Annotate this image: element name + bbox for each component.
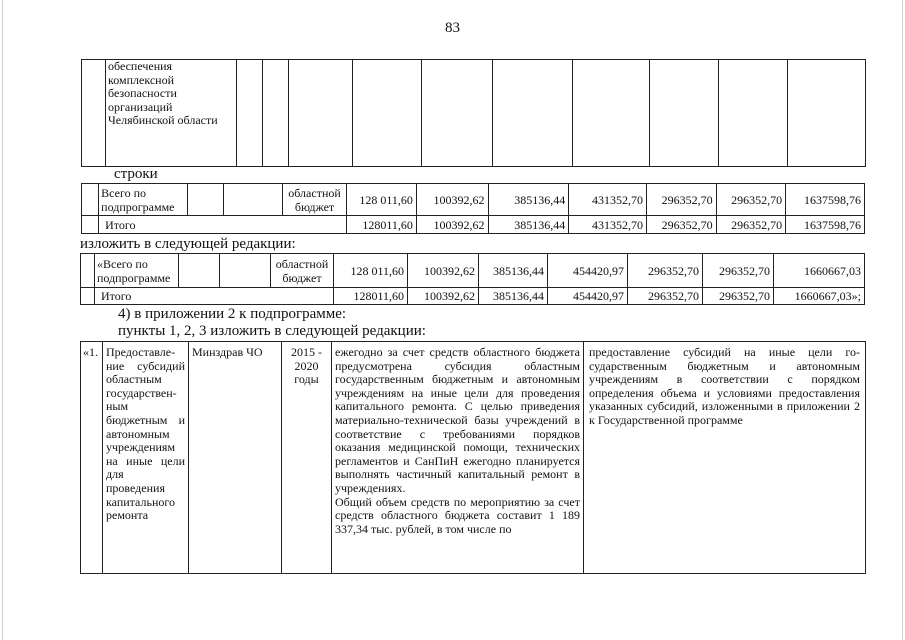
table-cell [82, 184, 99, 216]
table-cell [719, 60, 788, 167]
description-cell [332, 342, 584, 574]
value-cell: 1660667,03»; [774, 288, 865, 305]
value-cell: 1660667,03 [774, 254, 865, 288]
value-cell: 1637598,76 [786, 216, 865, 234]
measure-name: Предоставле- ние субсидий областным государствен- ным бюджетным и автономным учреждениям на иные цели для проведения капитального ремонта [103, 342, 189, 574]
value-cell: 296352,70 [716, 216, 786, 234]
source-cell: областной бюджет [271, 254, 334, 288]
value-cell: 100392,62 [408, 254, 479, 288]
table-cell-label: обеспечения комплексной безопасности организаций Челябинской области [106, 60, 237, 167]
table-cell [422, 60, 493, 167]
value-cell: 385136,44 [479, 254, 548, 288]
table-cell [224, 184, 283, 216]
scan-edge-right [902, 0, 903, 640]
value-cell: 1637598,76 [786, 184, 865, 216]
value-cell: 454420,97 [548, 254, 628, 288]
value-cell: 296352,70 [628, 254, 703, 288]
table-cell [82, 216, 99, 234]
value-cell: 454420,97 [548, 288, 628, 305]
row-label: Итого [99, 216, 347, 234]
value-cell: 296352,70 [646, 184, 716, 216]
table-cell [179, 254, 220, 288]
page-number: 83 [445, 20, 460, 36]
value-cell: 128011,60 [334, 288, 408, 305]
value-cell: 128 011,60 [347, 184, 417, 216]
table-cell [263, 60, 289, 167]
row-label: «Всего по подпрограмме [95, 254, 179, 288]
value-cell: 128 011,60 [334, 254, 408, 288]
table-cell [81, 254, 95, 288]
value-cell: 385136,44 [488, 216, 569, 234]
value-cell: 385136,44 [479, 288, 548, 305]
source-cell: областной бюджет [282, 184, 347, 216]
executor-cell: Минздрав ЧО [189, 342, 282, 574]
value-cell: 296352,70 [628, 288, 703, 305]
measures-table [80, 341, 866, 574]
value-cell: 100392,62 [408, 288, 479, 305]
value-cell: 431352,70 [569, 184, 647, 216]
table-cell [573, 60, 650, 167]
description-paragraph: Общий объем средств по мероприятию за счет средств областного бюджета составит 1 189 337,34 тыс. рублей, в том числе по [335, 494, 580, 536]
table-cell [82, 60, 106, 167]
table-cell [220, 254, 271, 288]
line-prilozhenie: 4) в приложении 2 к подпрограмме: [118, 306, 347, 322]
line-punkty: пункты 1, 2, 3 изложить в следующей редакции: [118, 323, 426, 339]
continuation-table [81, 59, 866, 167]
value-cell: 385136,44 [488, 184, 569, 216]
table-cell [237, 60, 263, 167]
item-number: «1. [81, 342, 103, 574]
value-cell: 100392,62 [416, 216, 488, 234]
table-cell [289, 60, 353, 167]
value-cell: 100392,62 [416, 184, 488, 216]
value-cell: 296352,70 [703, 288, 774, 305]
row-label: Всего по подпрограмме [99, 184, 188, 216]
value-cell: 296352,70 [703, 254, 774, 288]
period-cell: 2015 - 2020 годы [282, 342, 332, 574]
table-cell [187, 184, 223, 216]
value-cell: 296352,70 [646, 216, 716, 234]
table-cell [493, 60, 573, 167]
new-totals-table [80, 253, 865, 305]
row-label: Итого [95, 288, 334, 305]
line-stroki: строки [114, 166, 158, 182]
old-totals-table [81, 183, 865, 234]
table-cell [788, 60, 866, 167]
table-cell [353, 60, 422, 167]
value-cell: 431352,70 [569, 216, 647, 234]
scan-edge-left [2, 0, 3, 640]
line-redaktsii: изложить в следующей редакции: [80, 236, 296, 252]
result-cell: предоставление субсидий на иные цели го- сударственным бюджетным и автономным учреждениям в соответствии с порядком определения объема и условиями предоставления указанных субсидий, изложенными в приложении 2 к Государственной программе [584, 342, 866, 574]
value-cell: 128011,60 [347, 216, 417, 234]
description-paragraph: ежегодно за счет средств областного бюджета предусмотрена субсидия областным государственным бюджетным и автономным учреждениям на иные цели для проведения капитального ремонта. С целью приведения материально-технической базы учреждений в соответствие с требованиями порядков оказания медицинской помощи, технических регламентов и СанПиН ежегодно планируется выполнять частичный капитальный ремонт в учреждениях. [335, 345, 580, 495]
table-cell [81, 288, 95, 305]
table-cell [650, 60, 719, 167]
value-cell: 296352,70 [716, 184, 786, 216]
